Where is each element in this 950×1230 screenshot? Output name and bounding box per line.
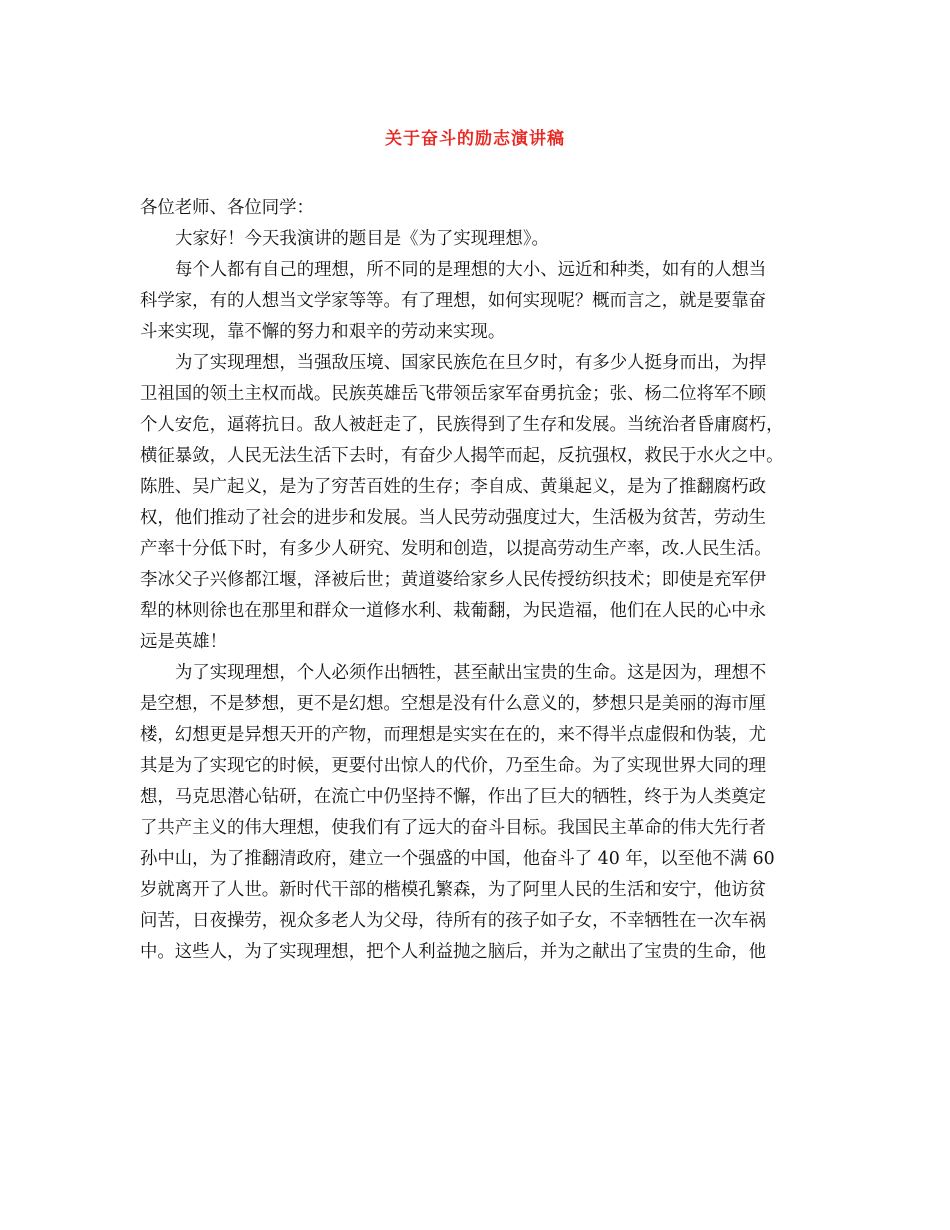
- paragraph-line: 权，他们推动了社会的进步和发展。当人民劳动强度过大，生活极为贫苦，劳动生: [140, 508, 767, 528]
- paragraph-line: 卫祖国的领土主权而战。民族英雄岳飞带领岳家军奋勇抗金；张、杨二位将军不顾: [140, 384, 767, 404]
- paragraph-line: 陈胜、吴广起义，是为了穷苦百姓的生存；李自成、黄巢起义，是为了推翻腐朽政: [140, 477, 767, 497]
- paragraph-line: 其是为了实现它的时候，更要付出惊人的代价，乃至生命。为了实现世界大同的理: [140, 756, 767, 776]
- paragraph-line: 问苦，日夜操劳，视众多老人为父母，待所有的孩子如子女，不幸牺牲在一次车祸: [140, 911, 767, 931]
- paragraph-line: 李冰父子兴修都江堰，泽被后世；黄道婆给家乡人民传授纺织技术；即使是充军伊: [140, 570, 767, 590]
- paragraph-line: 中。这些人，为了实现理想，把个人利益抛之脑后，并为之献出了宝贵的生命，他: [140, 942, 767, 962]
- paragraph-line: 斗来实现，靠不懈的努力和艰辛的劳动来实现。: [140, 322, 506, 342]
- paragraph-line: 想，马克思潜心钻研，在流亡中仍坚持不懈，作出了巨大的牺牲，终于为人类奠定: [140, 787, 767, 807]
- paragraph-line: 是空想，不是梦想，更不是幻想。空想是没有什么意义的，梦想只是美丽的海市厘: [140, 694, 767, 714]
- paragraph-line: 为了实现理想，当强敌压境、国家民族危在旦夕时，有多少人挺身而出，为捍: [175, 353, 767, 373]
- paragraph-line: 大家好！今天我演讲的题目是《为了实现理想》。: [175, 229, 549, 249]
- paragraph-line: 了共产主义的伟大理想，使我们有了远大的奋斗目标。我国民主革命的伟大先行者: [140, 818, 767, 838]
- paragraph-line: 为了实现理想，个人必须作出牺牲，甚至献出宝贵的生命。这是因为，理想不: [175, 663, 767, 683]
- paragraph-line: 个人安危，逼蒋抗日。敌人被赶走了，民族得到了生存和发展。当统治者昏庸腐朽，: [140, 415, 784, 435]
- paragraph-line: 每个人都有自己的理想，所不同的是理想的大小、远近和种类，如有的人想当: [175, 260, 767, 280]
- paragraph-line: 楼，幻想更是异想天开的产物，而理想是实实在在的，来不得半点虚假和伪装，尤: [140, 725, 767, 745]
- salutation-line: 各位老师、各位同学：: [140, 198, 314, 218]
- paragraph-line: 科学家，有的人想当文学家等等。有了理想，如何实现呢？概而言之，就是要靠奋: [140, 291, 767, 311]
- document-title: 关于奋斗的励志演讲稿: [385, 129, 565, 149]
- paragraph-line: 产率十分低下时，有多少人研究、发明和创造，以提高劳动生产率，改.人民生活。: [140, 539, 772, 559]
- paragraph-line: 犁的林则徐也在那里和群众一道修水利、栽葡翻，为民造福，他们在人民的心中永: [140, 601, 767, 621]
- document-body: [140, 193, 830, 968]
- paragraph-line: 岁就离开了人世。新时代干部的楷模孔繁森，为了阿里人民的生活和安宁，他访贫: [140, 880, 767, 900]
- paragraph-line: 孙中山，为了推翻清政府，建立一个强盛的中国，他奋斗了 40 年，以至他不满 60: [140, 849, 775, 869]
- paragraph-line: 远是英雄！: [140, 632, 227, 652]
- paragraph-line: 横征暴敛，人民无法生活下去时，有奋少人揭竿而起，反抗强权，救民于水火之中。: [140, 446, 784, 466]
